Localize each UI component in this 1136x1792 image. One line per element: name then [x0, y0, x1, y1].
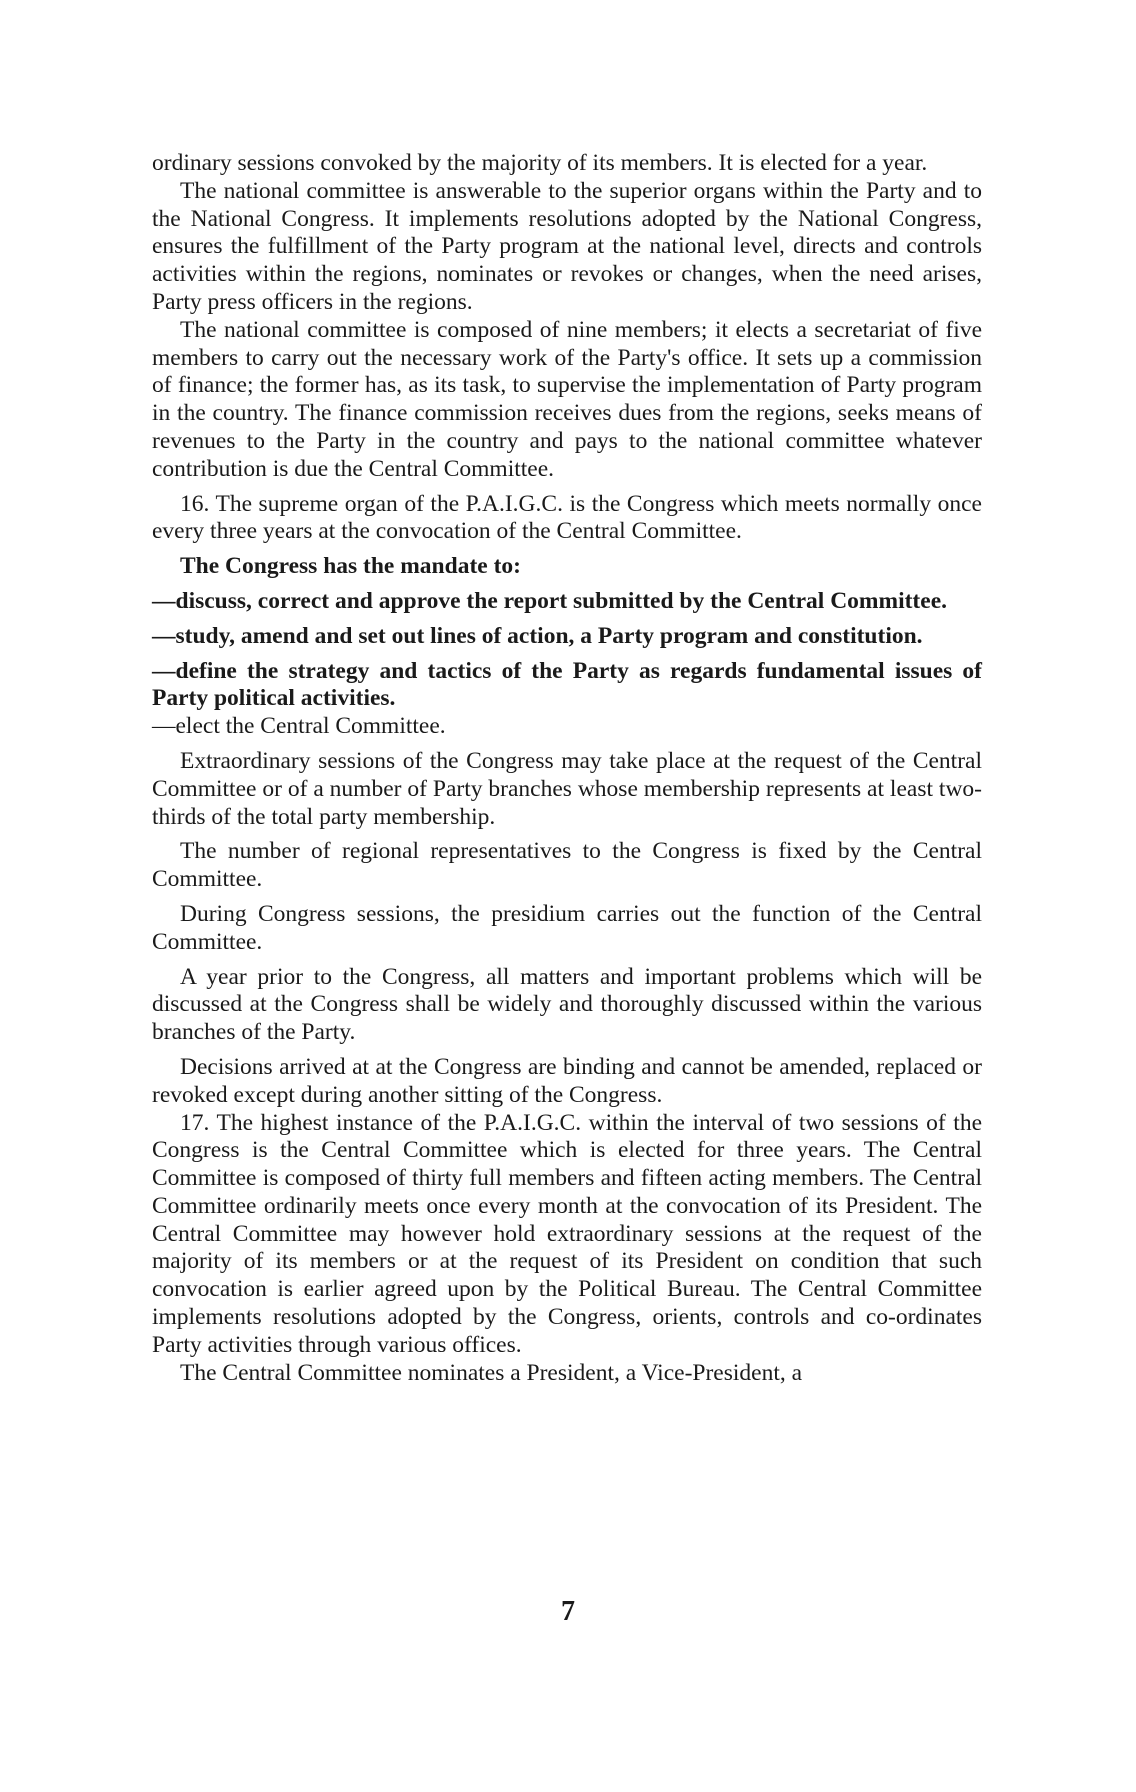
paragraph: The number of regional representatives to the Congress is fixed by the Central Committee. [152, 838, 982, 893]
list-item: —discuss, correct and approve the report submitted by the Central Committee. [152, 587, 947, 614]
paragraph: Extraordinary sessions of the Congress may take place at the request of the Central Committee or of a number of Party branches whose membership represents at least two-thirds of the total party membership. [152, 747, 982, 830]
paragraph: The national committee is answerable to the superior organs within the Party and to the National Congress. It implements resolutions adopted by the National Congress, ensures the fulfillment of the Party program at the national level, directs and controls activities within the regions, nominates or revokes or changes, when the need arises, Party press officers in the regions. [152, 177, 982, 315]
paragraph: During Congress sessions, the presidium carries out the function of the Central Committee. [152, 900, 982, 955]
paragraph: 16. The supreme organ of the P.A.I.G.C. is the Congress which meets normally once every three years at the convocation of the Central Committee. [152, 490, 982, 545]
paragraph: The Central Committee nominates a President, a Vice-President, a [180, 1359, 803, 1386]
page-number: 7 [561, 1596, 575, 1627]
paragraph: ordinary sessions convoked by the majority of its members. It is elected for a year. [152, 150, 928, 176]
list-item: —study, amend and set out lines of action, a Party program and constitution. [152, 622, 923, 649]
paragraph: A year prior to the Congress, all matters and important problems which will be discussed at the Congress shall be widely and thoroughly discussed within the various branches of the Party. [152, 963, 982, 1046]
document-body [152, 150, 982, 1387]
paragraph: The Congress has the mandate to: [180, 553, 521, 580]
paragraph: The national committee is composed of nine members; it elects a secretariat of five members to carry out the necessary work of the Party's office. It sets up a commission of finance; the former has, as its task, to supervise the implementation of Party program in the country. The finance commission receives dues from the regions, seeks means of revenues to the Party in the country and pays to the national committee whatever contribution is due the Central Committee. [152, 316, 982, 482]
list-item: —elect the Central Committee. [152, 713, 446, 740]
paragraph: Decisions arrived at at the Congress are binding and cannot be amended, replaced or revoked except during another sitting of the Congress. [152, 1053, 982, 1108]
list-item: —define the strategy and tactics of the Party as regards fundamental issues of Party political activities. [152, 657, 982, 712]
paragraph: 17. The highest instance of the P.A.I.G.C. within the interval of two sessions of the Congress is the Central Committee which is elected for three years. The Central Committee is composed of thirty full members and fifteen acting members. The Central Committee ordinarily meets once every month at the convocation of its President. The Central Committee may however hold extraordinary sessions at the request of the majority of its members or at the request of its President on condition that such convocation is earlier agreed upon by the Political Bureau. The Central Committee implements resolutions adopted by the Congress, orients, controls and co-ordinates Party activities through various offices. [152, 1109, 982, 1358]
